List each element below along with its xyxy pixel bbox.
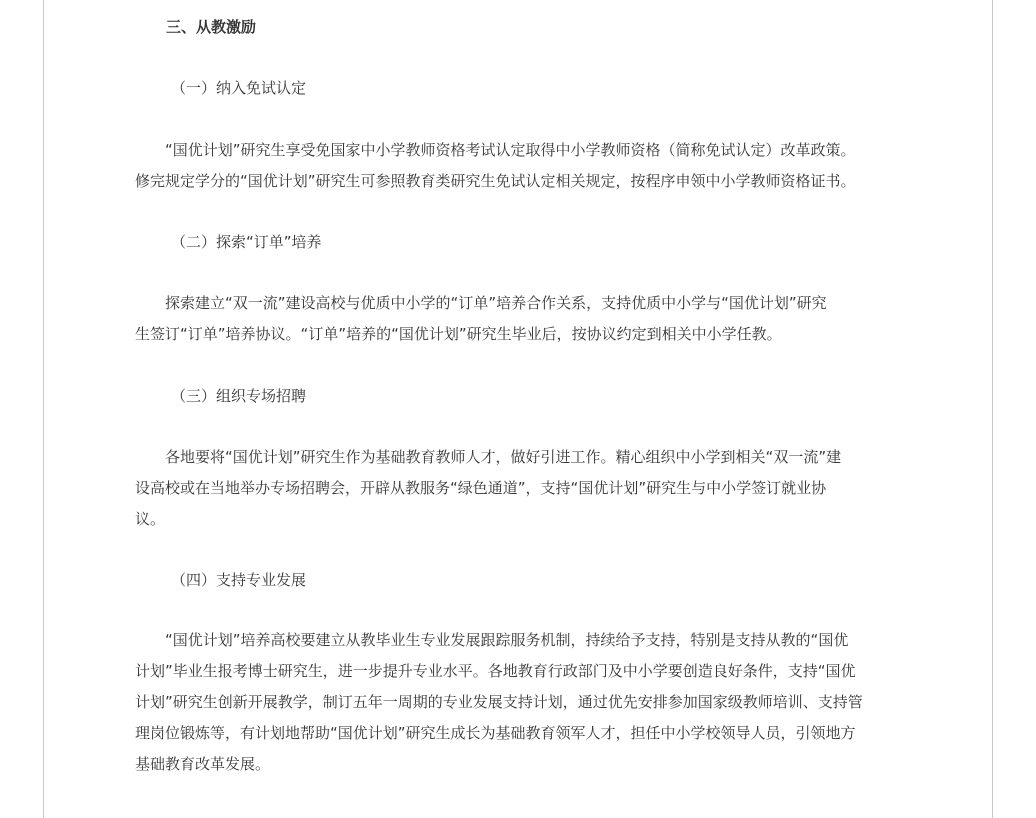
paragraph-line: 设高校或在当地举办专场招聘会，开辟从教服务“绿色通道”，支持“国优计划”研究生与中小学签订就业协 [135, 479, 827, 497]
section-title: 三、从教激励 [166, 18, 257, 36]
paragraph-4 [135, 625, 887, 780]
paragraph-line: “国优计划”培养高校要建立从教毕业生专业发展跟踪服务机制，持续给予支持，特别是支持从教的“国优 [165, 631, 849, 649]
sub-heading-1: （一）纳入免试认定 [171, 79, 307, 97]
paragraph-line: 议。 [135, 510, 166, 528]
paragraph-1 [135, 135, 887, 197]
sub-heading-2: （二）探索“订单”培养 [171, 233, 322, 251]
paragraph-line: 探索建立“双一流”建设高校与优质中小学的“订单”培养合作关系，支持优质中小学与“国优计划”研究 [165, 294, 827, 312]
paragraph-line: 计划”毕业生报考博士研究生，进一步提升专业水平。各地教育行政部门及中小学要创造良好条件，支持“国优 [135, 662, 856, 680]
paragraph-line: 基础教育改革发展。 [135, 755, 271, 773]
paragraph-3 [135, 442, 887, 535]
sub-heading-3: （三）组织专场招聘 [171, 387, 307, 405]
paragraph-line: 计划”研究生创新开展教学，制订五年一周期的专业发展支持计划，通过优先安排参加国家级教师培训、支持管 [135, 693, 863, 711]
paragraph-line: 各地要将“国优计划”研究生作为基础教育教师人才，做好引进工作。精心组织中小学到相关“双一流”建 [165, 448, 842, 466]
sub-heading-4: （四）支持专业发展 [171, 571, 307, 589]
paragraph-line: 生签订“订单”培养协议。“订单”培养的“国优计划”研究生毕业后，按协议约定到相关中小学任教。 [135, 325, 782, 343]
paragraph-line: “国优计划”研究生享受免国家中小学教师资格考试认定取得中小学教师资格（简称免试认定）改革政策。 [165, 141, 856, 159]
paragraph-line: 修完规定学分的“国优计划”研究生可参照教育类研究生免试认定相关规定，按程序申领中小学教师资格证书。 [135, 172, 856, 190]
paragraph-2 [135, 288, 887, 350]
paragraph-line: 理岗位锻炼等，有计划地帮助“国优计划”研究生成长为基础教育领军人才，担任中小学校领导人员，引领地方 [135, 724, 856, 742]
